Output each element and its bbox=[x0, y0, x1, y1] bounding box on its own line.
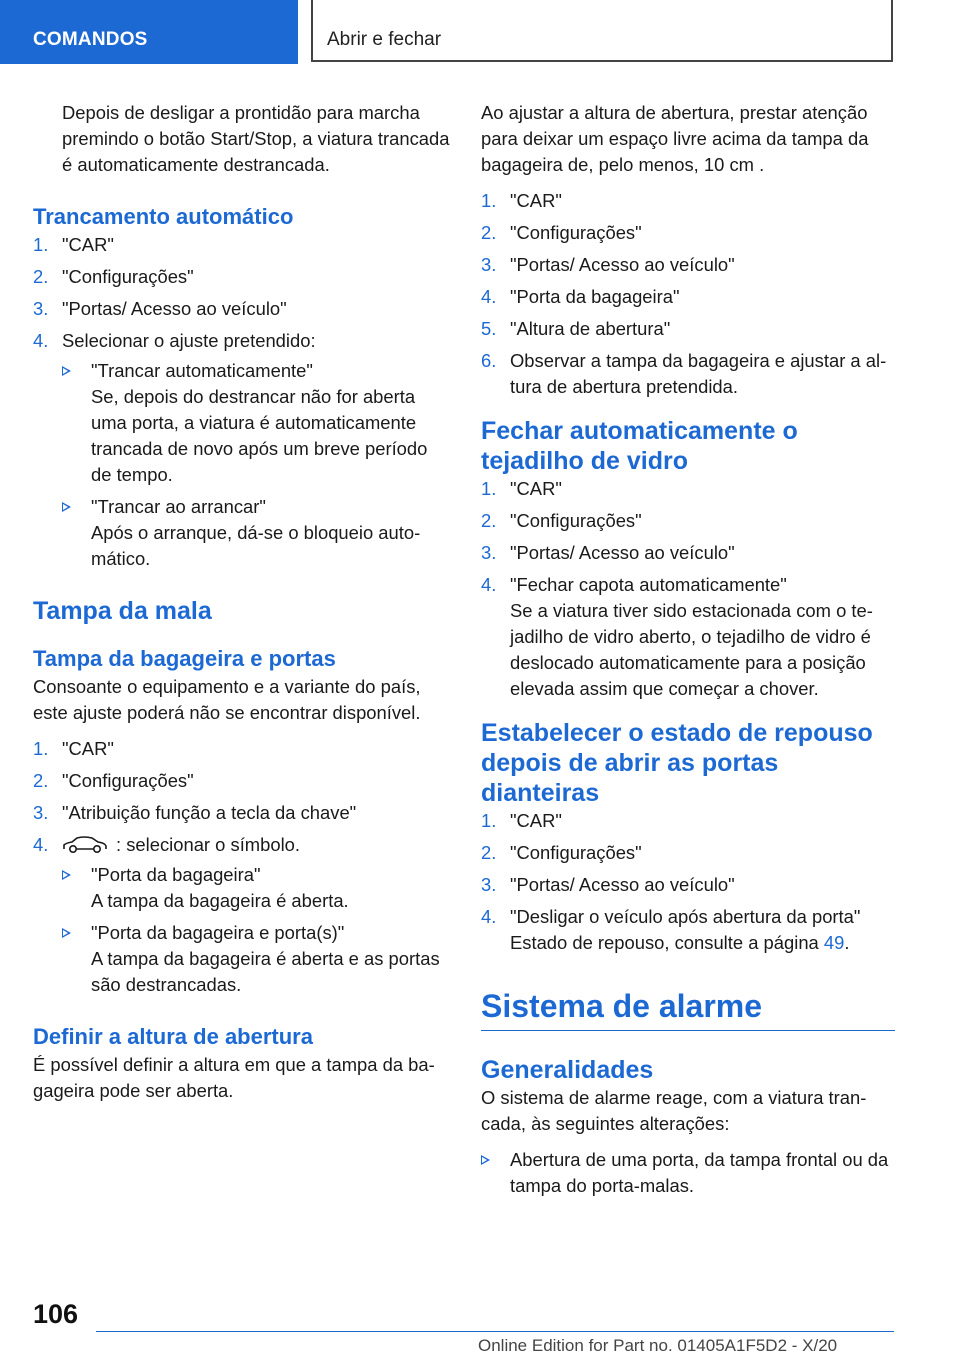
list-item: 1. "CAR" bbox=[33, 234, 114, 255]
trunk-options bbox=[62, 862, 451, 998]
footer-divider bbox=[96, 1331, 894, 1332]
bullet-item: "Trancar automaticamente" Se, depois do destrancar não for aberta uma porta, a viatura é automaticamente trancada de novo após um breve período de tempo. bbox=[62, 358, 451, 488]
list-item: 5. "Altura de abertura" bbox=[481, 318, 671, 339]
triangle-bullet-icon bbox=[62, 928, 71, 938]
rest-heading: Estabelecer o estado de repouso depois de abrir as portas dianteiras bbox=[481, 719, 873, 807]
triangle-bullet-icon bbox=[62, 870, 71, 880]
rest-note: Estado de repouso, consulte a página 49. bbox=[510, 932, 850, 953]
chapter-tab bbox=[311, 0, 893, 62]
list-item: 1. "CAR" bbox=[33, 738, 114, 759]
section-title: COMANDOS bbox=[33, 29, 148, 50]
page-link[interactable]: 49 bbox=[823, 932, 845, 953]
bullet-item: "Trancar ao arrancar" Após o arranque, dá-se o bloqueio automático. bbox=[62, 494, 451, 572]
height-text: É possível definir a altura em que a tampa da bagageira pode ser aberta. bbox=[33, 1054, 435, 1101]
auto-lock-steps bbox=[33, 232, 451, 572]
trunk-intro: Consoante o equipamento e a variante do país, este ajuste poderá não se encontrar disponível. bbox=[33, 676, 421, 723]
auto-lock-options bbox=[62, 358, 451, 572]
roof-note: Se a viatura tiver sido estacionada com o tejadilho de vidro aberto, o tejadilho de vidro é deslocado automaticamente para a posição elevada assim que começar a chover. bbox=[510, 600, 873, 699]
triangle-bullet-icon bbox=[481, 1155, 490, 1165]
triangle-bullet-icon bbox=[62, 502, 71, 512]
bullet-item: Abertura de uma porta, da tampa frontal ou da tampa do porta-malas. bbox=[481, 1147, 895, 1199]
list-item: 4. "Fechar capota automaticamente" Se a viatura tiver sido estacionada com o tejadilho de vidro aberto, o tejadilho de vidro é deslocado automaticamente para a posição elevada assim que começar a chover. bbox=[481, 574, 873, 699]
alarm-subheading: Generalidades bbox=[481, 1056, 654, 1084]
list-item: 4. "Porta da bagageira" bbox=[481, 286, 680, 307]
list-item: 3. "Portas/ Acesso ao veículo" bbox=[481, 254, 735, 275]
height-heading: Definir a altura de abertura bbox=[33, 1024, 313, 1049]
list-item: 6. Observar a tampa da bagageira e ajustar a altura de abertura pretendida. bbox=[481, 350, 887, 397]
page-number: 106 bbox=[33, 1299, 79, 1329]
intro-paragraph: Depois de desligar a prontidão para marcha premindo o botão Start/Stop, a viatura trancada é automaticamente destrancada. bbox=[62, 102, 450, 175]
list-item: 1. "CAR" bbox=[481, 190, 562, 211]
list-item: 4. Selecionar o ajuste pretendido: "Trancar automaticamente" Se, depois do destrancar não for aberta uma porta, a viatura é automaticamente trancada de novo após um breve período de tempo. "Trancar ao arrancar" Após o arranque, dá-se o bloqueio automático. bbox=[33, 328, 451, 572]
left-column bbox=[33, 100, 451, 1104]
roof-heading: Fechar automaticamente o tejadilho de vidro bbox=[481, 417, 798, 475]
trunk-heading: Tampa da mala bbox=[33, 597, 212, 625]
list-item: 1. "CAR" bbox=[481, 478, 562, 499]
list-item: 1. "CAR" bbox=[481, 810, 562, 831]
auto-lock-heading: Trancamento automático bbox=[33, 204, 294, 229]
list-item: 2. "Configurações" bbox=[481, 510, 642, 531]
list-item: 4. "Desligar o veículo após abertura da porta" Estado de repouso, consulte a página 49. bbox=[481, 906, 861, 953]
list-item: 4. : selecionar o símbolo. "Porta da bagageira" A tampa da bagageira é aberta. "Porta da bagageira e porta(s)" A tampa da bagageira é aberta e as portas são destrancadas. bbox=[33, 832, 451, 998]
height-steps bbox=[481, 188, 895, 400]
list-item: 3. "Portas/ Acesso ao veículo" bbox=[481, 542, 735, 563]
bullet-item: "Porta da bagageira e porta(s)" A tampa da bagageira é aberta e as portas são destrancadas. bbox=[62, 920, 451, 998]
alarm-heading: Sistema de alarme bbox=[481, 986, 895, 1031]
list-item: 3. "Atribuição função a tecla da chave" bbox=[33, 802, 357, 823]
list-item: 3. "Portas/ Acesso ao veículo" bbox=[33, 298, 287, 319]
list-item: 2. "Configurações" bbox=[481, 842, 642, 863]
trunk-steps bbox=[33, 736, 451, 998]
roof-steps bbox=[481, 476, 895, 702]
trunk-subheading: Tampa da bagageira e portas bbox=[33, 646, 336, 671]
right-column bbox=[481, 100, 895, 1205]
list-item: 2. "Configurações" bbox=[33, 266, 194, 287]
alarm-items bbox=[481, 1147, 895, 1199]
triangle-bullet-icon bbox=[62, 366, 71, 376]
list-item: 2. "Configurações" bbox=[33, 770, 194, 791]
car-icon bbox=[62, 835, 108, 855]
section-tab bbox=[0, 0, 298, 64]
chapter-title: Abrir e fechar bbox=[327, 29, 442, 50]
bullet-item: "Porta da bagageira" A tampa da bagageira é aberta. bbox=[62, 862, 451, 914]
height-intro: Ao ajustar a altura de abertura, prestar atenção para deixar um espaço livre acima da tampa da bagageira de, pelo menos, 10 cm . bbox=[481, 102, 869, 175]
rest-steps bbox=[481, 808, 895, 956]
alarm-text: O sistema de alarme reage, com a viatura trancada, às seguintes alterações: bbox=[481, 1087, 867, 1134]
edition-text: Online Edition for Part no. 01405A1F5D2 - X/20 bbox=[478, 1336, 838, 1355]
list-item: 2. "Configurações" bbox=[481, 222, 642, 243]
list-item: 3. "Portas/ Acesso ao veículo" bbox=[481, 874, 735, 895]
